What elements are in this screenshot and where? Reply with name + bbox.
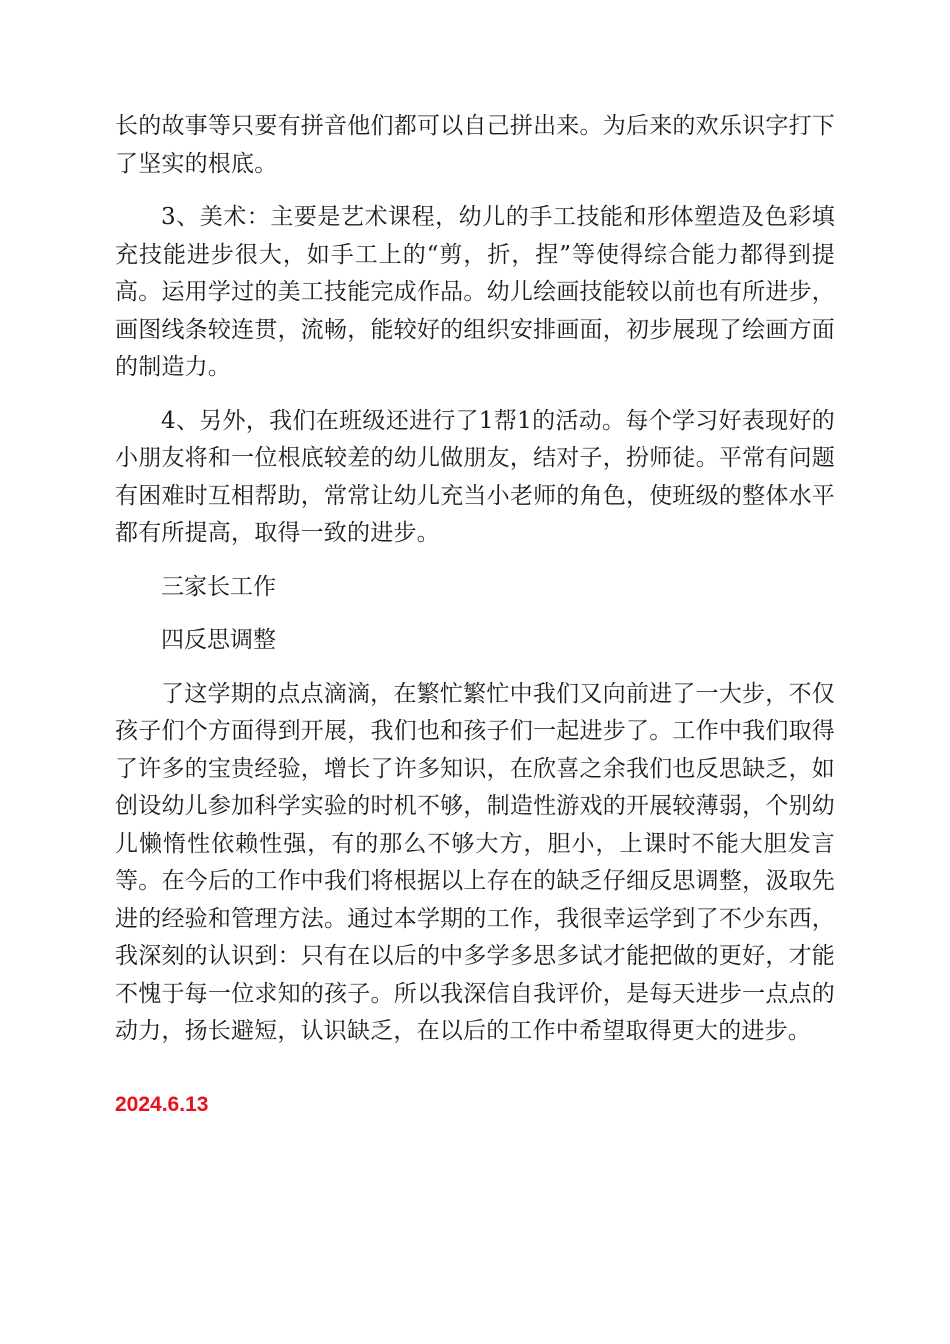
document-body	[115, 108, 835, 1067]
document-date: 2024.6.13	[115, 1093, 209, 1116]
paragraph-art: 3、美术：主要是艺术课程，幼儿的手工技能和形体塑造及色彩填充技能进步很大，如手工上的“剪，折，捏”等使得综合能力都得到提高。运用学过的美工技能完成作品。幼儿绘画技能较以前也有所进步，画图线条较连贯，流畅，能较好的组织安排画面，初步展现了绘画方面的制造力。	[115, 204, 835, 380]
paragraph-peer-help: 4、另外，我们在班级还进行了1帮1的活动。每个学习好表现好的小朋友将和一位根底较差的幼儿做朋友，结对子，扮师徒。平常有问题有困难时互相帮助，常常让幼儿充当小老师的角色，使班级的整体水平都有所提高，取得一致的进步。	[115, 407, 835, 546]
section-heading-reflection: 四反思调整	[161, 627, 276, 653]
section-heading-parent-work: 三家长工作	[161, 573, 276, 600]
paragraph-literacy-continued: 长的故事等只要有拼音他们都可以自己拼出来。为后来的欢乐识字打下了坚实的根底。	[115, 113, 835, 177]
paragraph-reflection: 了这学期的点点滴滴，在繁忙繁忙中我们又向前进了一大步，不仅孩子们个方面得到开展，我们也和孩子们一起进步了。工作中我们取得了许多的宝贵经验，增长了许多知识，在欣喜之余我们也反思缺乏，如创设幼儿参加科学实验的时机不够，制造性游戏的开展较薄弱，个别幼儿懒惰性依赖性强，有的那么不够大方，胆小，上课时不能大胆发言等。在今后的工作中我们将根据以上存在的缺乏仔细反思调整，汲取先进的经验和管理方法。通过本学期的工作，我很幸运学到了不少东西，我深刻的认识到：只有在以后的中多学多思多试才能把做的更好，才能不愧于每一位求知的孩子。所以我深信自我评价，是每天进步一点点的动力，扬长避短，认识缺乏，在以后的工作中希望取得更大的进步。	[115, 680, 835, 1044]
